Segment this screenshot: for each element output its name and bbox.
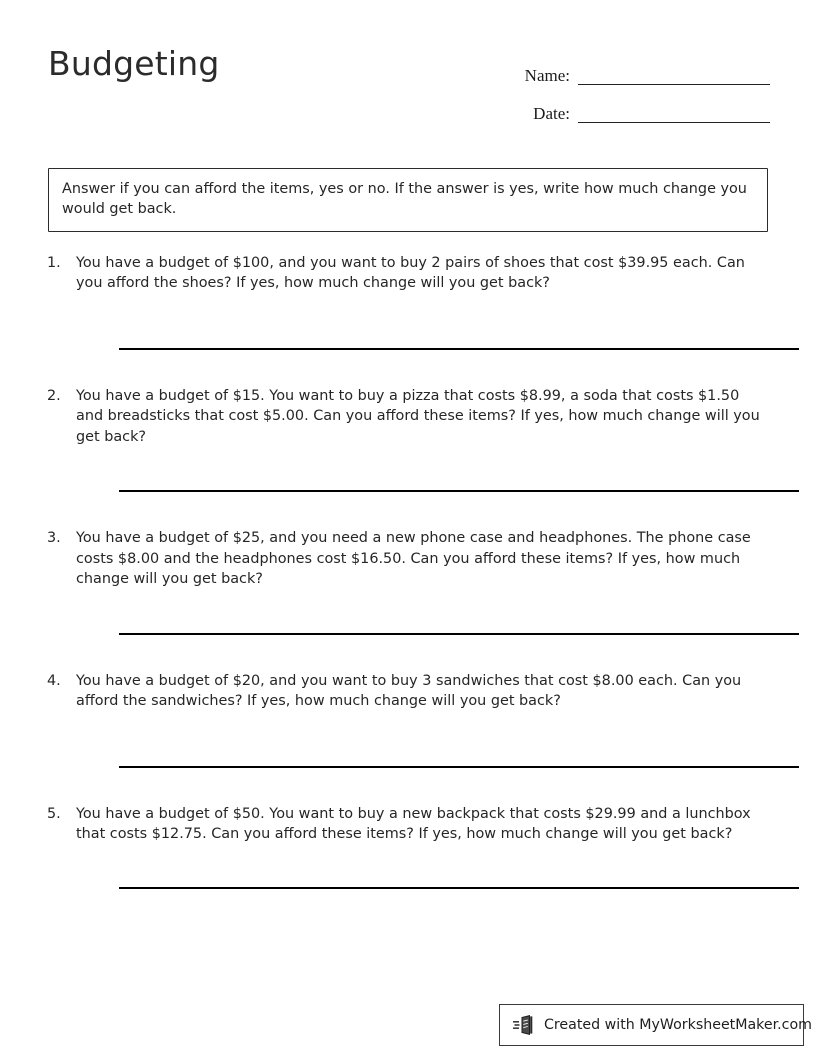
answer-line[interactable]: [119, 348, 799, 350]
question-item: [0, 804, 816, 890]
question-item: [0, 671, 816, 768]
answer-line[interactable]: [119, 490, 799, 492]
question-text: You have a budget of $50. You want to buy a new backpack that costs $29.99 and a lunchbox that costs $12.75. Can you afford these items? If yes, how much change will you get back?: [76, 805, 751, 842]
question-text: You have a budget of $25, and you need a new phone case and headphones. The phone case costs $8.00 and the headphones cost $16.50. Can you afford these items? If yes, how much change will you get back?: [76, 530, 751, 588]
question-number: 2.: [47, 387, 61, 404]
question-number: 5.: [47, 805, 61, 822]
question-text: You have a budget of $20, and you want to buy 3 sandwiches that cost $8.00 each. Can you afford the sandwiches? If yes, how much change will you get back?: [76, 672, 742, 710]
name-date-group: [500, 50, 770, 126]
answer-line[interactable]: [119, 766, 799, 768]
question-text: You have a budget of $15. You want to buy a pizza that costs $8.99, a soda that costs $1.50 and breadsticks that cost $5.00. Can you afford these items? If yes, how much change will you get back?: [76, 387, 760, 445]
attribution-badge[interactable]: [499, 1004, 812, 1046]
question-number: 4.: [47, 672, 61, 689]
name-input-line[interactable]: [578, 84, 770, 85]
answer-line[interactable]: [119, 633, 799, 635]
date-field-row: [500, 88, 770, 126]
question-item: [0, 528, 816, 634]
date-input-line[interactable]: [578, 122, 770, 123]
attribution-text: Created with MyWorksheetMaker.com: [544, 1017, 812, 1033]
question-text: You have a budget of $100, and you want to buy 2 pairs of shoes that cost $39.95 each. Can you afford the shoes? If yes, how much change will you get back?: [76, 255, 745, 292]
worksheet-maker-logo-icon: [512, 1013, 536, 1037]
name-field-row: [500, 50, 770, 88]
answer-line[interactable]: [119, 887, 799, 889]
question-number: 1.: [47, 255, 61, 271]
name-field-label: Name:: [524, 66, 570, 85]
question-number: 3.: [47, 530, 61, 547]
instructions-text: Answer if you can afford the items, yes or no. If the answer is yes, write how much change you would get back.: [62, 181, 747, 218]
question-item: [0, 386, 816, 492]
instructions-box: [48, 168, 768, 232]
question-item: [0, 253, 816, 350]
questions-list: [0, 253, 816, 889]
date-field-label: Date:: [533, 104, 570, 123]
page-title: Budgeting: [48, 44, 220, 83]
